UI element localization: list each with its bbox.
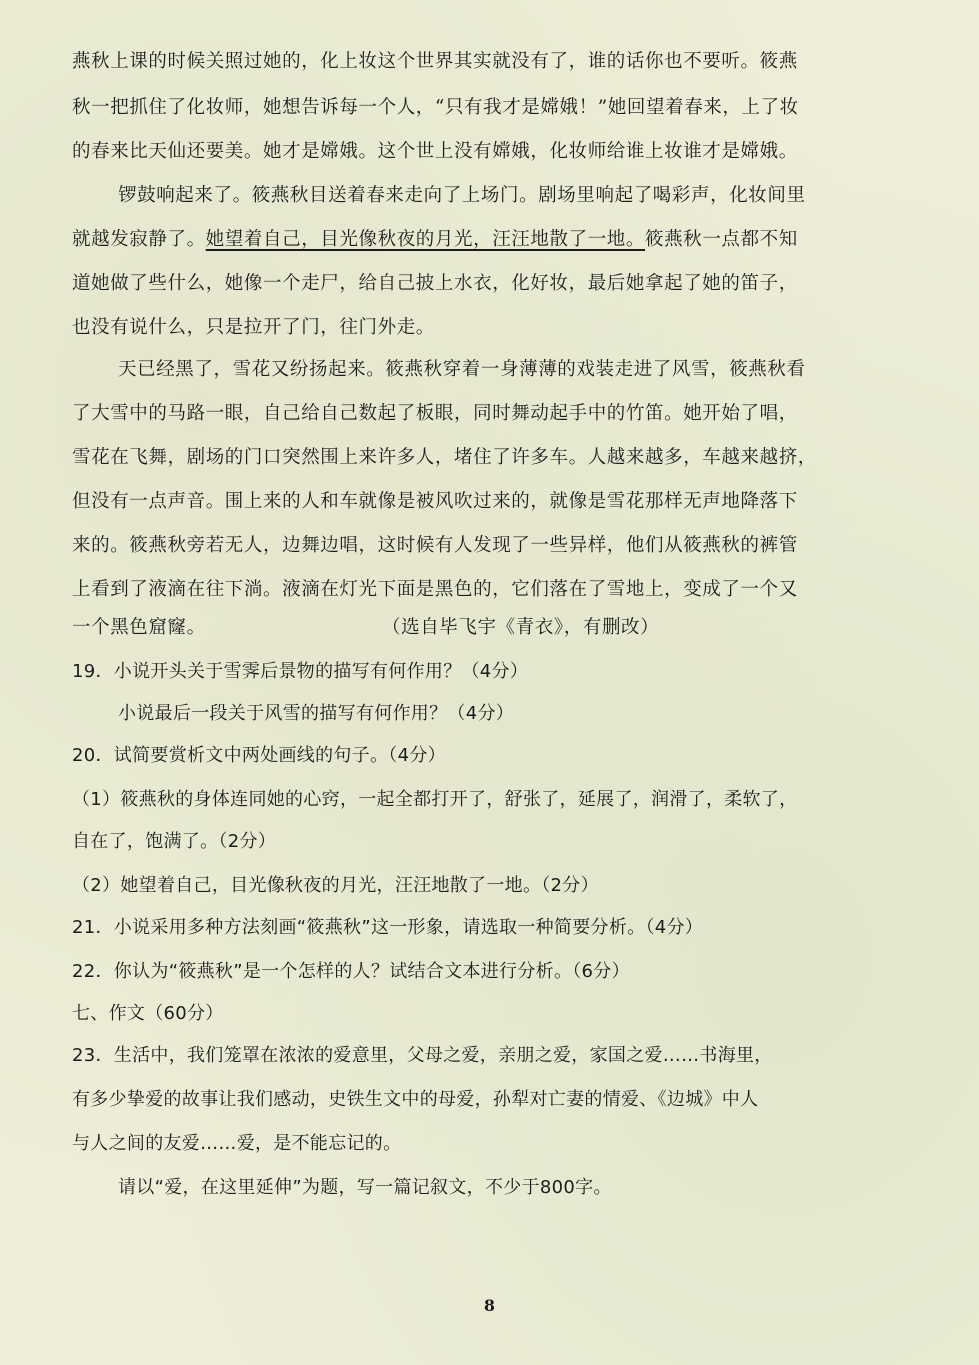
passage-line: 天已经黑了，雪花又纷扬起来。筱燕秋穿着一身薄薄的戏装走进了风雪，筱燕秋看 [118,359,806,380]
question-22: 22．你认为“筱燕秋”是一个怎样的人？试结合文本进行分析。（6分） [72,961,630,982]
question-19: 19．小说开头关于雪霁后景物的描写有何作用？（4分） [72,661,529,682]
question-23-cont: 有多少挚爱的故事让我们感动，史铁生文中的母爱，孙犁对亡妻的情爱、《边城》中人 [72,1089,759,1110]
question-21: 21．小说采用多种方法刻画“筱燕秋”这一形象，请选取一种简要分析。（4分） [72,917,704,938]
page-number: 8 [483,1296,496,1315]
passage-line: 上看到了液滴在往下淌。液滴在灯光下面是黑色的，它们落在了雪地上，变成了一个又 [72,579,798,600]
passage-line: 燕秋上课的时候关照过她的，化上妆这个世界其实就没有了，谁的话你也不要听。筱燕 [72,51,798,72]
question-20-item2: （2）她望着自己，目光像秋夜的月光，汪汪地散了一地。（2分） [72,875,599,896]
question-20-item1: （1）筱燕秋的身体连同她的心窍，一起全都打开了，舒张了，延展了，润滑了，柔软了， [72,789,798,810]
passage-line [72,226,912,254]
section-heading: 七、作文（60分） [72,1003,224,1024]
passage-line: 了大雪中的马路一眼，自己给自己数起了板眼，同时舞动起手中的竹笛。她开始了唱， [72,403,798,424]
passage-line: 秋一把抓住了化妆师，她想告诉每一个人，“只有我才是嫦娥！”她回望着春来，上了妆 [72,97,799,118]
source-citation: （选自毕飞宇《青衣》，有删改） [382,617,660,638]
question-20-item1-cont: 自在了，饱满了。（2分） [72,831,277,852]
underlined-sentence: 她望着自己，目光像秋夜的月光，汪汪地散了一地。 [205,229,646,250]
passage-text: 一个黑色窟窿。 [72,617,206,638]
passage-line: 雪花在飞舞，剧场的门口突然围上来许多人，堵住了许多车。人越来越多，车越来越挤， [72,447,817,468]
passage-line: 但没有一点声音。围上来的人和车就像是被风吹过来的，就像是雪花那样无声地降落下 [72,491,798,512]
passage-line: 锣鼓响起来了。筱燕秋目送着春来走向了上场门。剧场里响起了喝彩声，化妆间里 [118,185,806,206]
question-23-cont: 与人之间的友爱……爱，是不能忘记的。 [72,1133,402,1154]
passage-line: 也没有说什么，只是拉开了门，往门外走。 [72,317,435,338]
passage-line: 来的。筱燕秋旁若无人，边舞边唱，这时候有人发现了一些异样，他们从筱燕秋的裤管 [72,535,798,556]
question-19-part2: 小说最后一段关于风雪的描写有何作用？（4分） [118,703,515,724]
composition-prompt: 请以“爱，在这里延伸”为题，写一篇记叙文，不少于800字。 [118,1177,612,1198]
passage-text: 筱燕秋一点都不知 [645,229,798,250]
passage-line: 的春来比天仙还要美。她才是嫦娥。这个世上没有嫦娥，化妆师给谁上妆谁才是嫦娥。 [72,141,798,162]
question-23: 23．生活中，我们笼罩在浓浓的爱意里，父母之爱，亲朋之爱，家国之爱……书海里， [72,1045,773,1066]
question-20: 20．试简要赏析文中两处画线的句子。（4分） [72,745,446,766]
passage-line [72,614,912,642]
passage-line: 道她做了些什么，她像一个走尸，给自己披上水衣，化好妆，最后她拿起了她的笛子， [72,273,798,294]
passage-text: 就越发寂静了。 [72,229,206,250]
